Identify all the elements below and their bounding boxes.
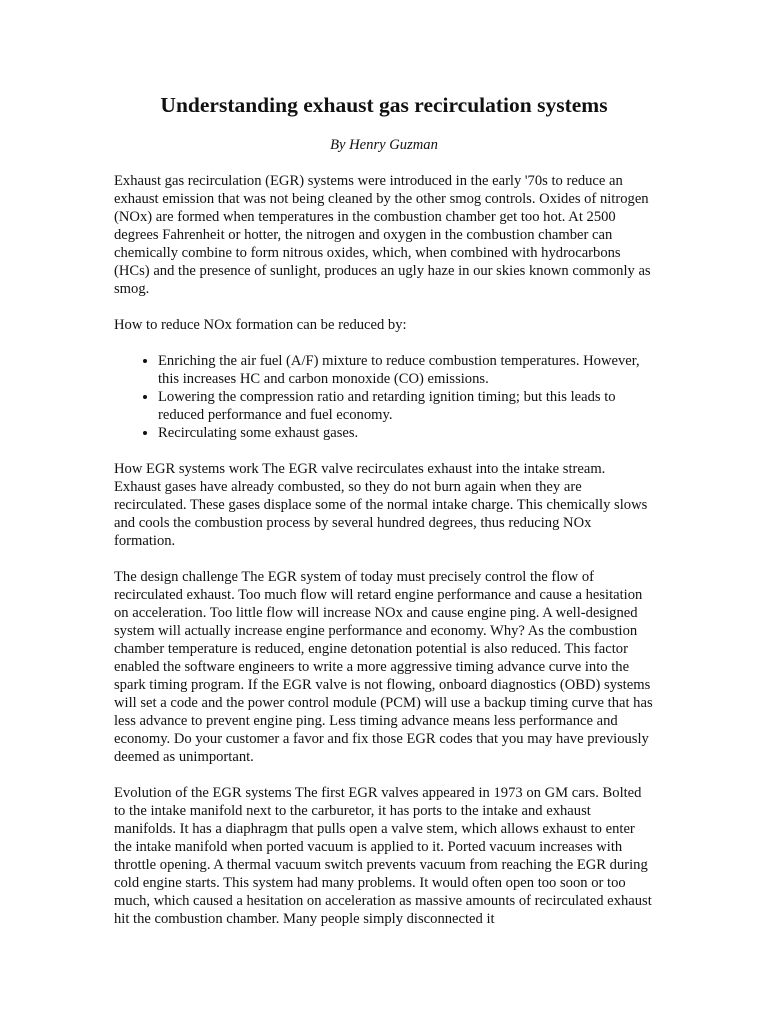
article-byline: By Henry Guzman [330, 137, 438, 153]
list-item: • Lowering the compression ratio and retarding ignition timing; but this leads to reduced performance and fuel economy. [158, 388, 654, 424]
list-item: • Recirculating some exhaust gases. [158, 424, 654, 442]
paragraph-evolution: Evolution of the EGR systems The first EGR valves appeared in 1973 on GM cars. Bolted to the intake manifold next to the carburetor, it has ports to the intake and exhaust manifolds. It has a diaphragm that pulls open a valve stem, which allows exhaust to enter the intake manifold when ported vacuum is applied to it. Ported vacuum increases with throttle opening. A thermal vacuum switch prevents vacuum from reaching the EGR during cold engine starts. This system had many problems. It would often open too soon or too much, which caused a hesitation on acceleration as massive amounts of recirculated exhaust hit the combustion chamber. Many people simply disconnected it [114, 785, 652, 927]
list-item: • Enriching the air fuel (A/F) mixture to reduce combustion temperatures. However, this increases HC and carbon monoxide (CO) emissions. [158, 352, 654, 388]
document-page [114, 92, 654, 946]
article-title: Understanding exhaust gas recirculation systems [160, 93, 608, 117]
paragraph-reduce-lead: How to reduce NOx formation can be reduced by: [114, 317, 407, 333]
paragraph-how-egr-works: How EGR systems work The EGR valve recirculates exhaust into the intake stream. Exhaust gases have already combusted, so they do not burn again when they are recirculated. These gases displace some of the normal intake charge. This chemically slows and cools the combustion process by several hundred degrees, thus reducing NOx formation. [114, 461, 648, 549]
reduction-methods-list [114, 352, 654, 442]
paragraph-intro: Exhaust gas recirculation (EGR) systems were introduced in the early '70s to reduce an exhaust emission that was not being cleaned by the other smog controls. Oxides of nitrogen (NOx) are formed when temperatures in the combustion chamber get too hot. At 2500 degrees Fahrenheit or hotter, the nitrogen and oxygen in the combustion chamber can chemically combine to form nitrous oxides, which, when combined with hydrocarbons (HCs) and the presence of sunlight, produces an ugly haze in our skies known commonly as smog. [114, 173, 651, 297]
paragraph-design-challenge: The design challenge The EGR system of today must precisely control the flow of recirculated exhaust. Too much flow will retard engine performance and cause a hesitation on acceleration. Too little flow will increase NOx and cause engine ping. A well-designed system will actually increase engine performance and economy. Why? As the combustion chamber temperature is reduced, engine detonation potential is also reduced. This factor enabled the software engineers to write a more aggressive timing advance curve into the spark timing program. If the EGR valve is not flowing, onboard diagnostics (OBD) systems will set a code and the power control module (PCM) will use a backup timing curve that has less advance to prevent engine ping. Less timing advance means less performance and economy. Do your customer a favor and fix those EGR codes that you may have previously deemed as unimportant. [114, 569, 653, 765]
